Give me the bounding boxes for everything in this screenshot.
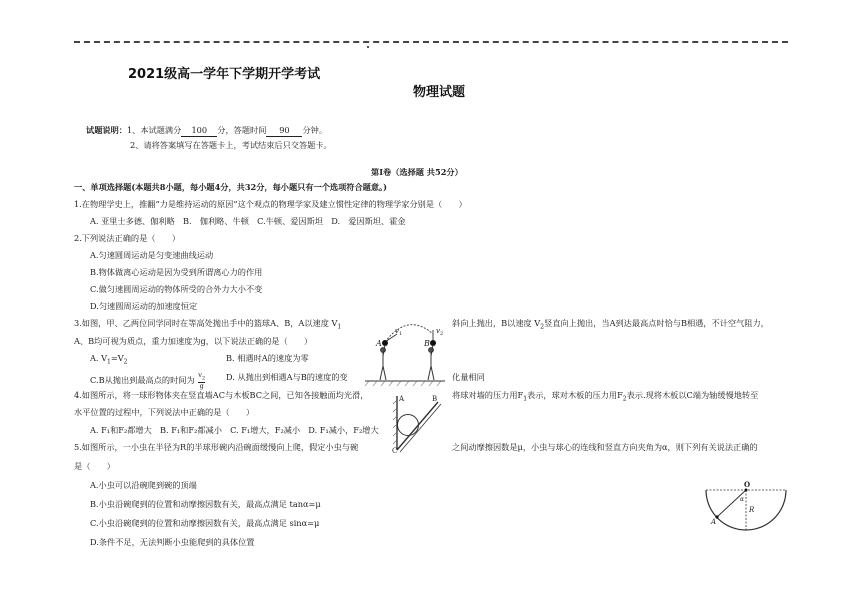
q2-option-d: D.匀速圆周运动的加速度恒定 — [90, 301, 198, 311]
q3-stem-left-text: 3.如图，甲、乙两位同学同时在等高处抛出手中的篮球A、B，A以速度 V — [74, 318, 338, 328]
q3-frac-num-v: v — [198, 371, 202, 379]
q3-option-a-tail: =V — [110, 353, 124, 363]
q3-line2: A、B均可视为质点，重力加速度为g，以下说法正确的是（ ） — [74, 336, 313, 346]
q3-option-a-sub1: 1 — [107, 358, 111, 366]
q3-frac-den: g — [199, 382, 204, 391]
section1-title: 一、单项选择题(本题共8小题，每小题4分，共32分，每小题只有一个选项符合题意。) — [74, 182, 387, 192]
q4-fig-label-b: B — [432, 395, 438, 403]
header-dot — [367, 46, 369, 48]
q4-stem-right-text: 将球对墙的压力用F — [452, 390, 524, 400]
instructions-text-b: 分，答题时间 — [217, 125, 267, 135]
q3-fig-label-v1-sub: 1 — [399, 331, 403, 337]
q4-stem-right — [452, 390, 758, 405]
q5-option-b: B.小虫沿碗爬到的位置和动摩擦因数有关，最高点满足 tanα=μ — [90, 499, 321, 509]
q2-option-a: A.匀速圆周运动是匀变速曲线运动 — [90, 250, 214, 260]
q3-sub2: 2 — [540, 323, 545, 331]
q3-fraction — [198, 372, 205, 390]
q3-fig-label-v2-sub: 2 — [440, 331, 444, 337]
q1-options: A. 亚里士多德、伽利略 B. 伽利略、牛顿 C.牛顿、爱因斯坦 D. 爱因斯坦、霍金 — [90, 216, 406, 226]
q5-fig-label-alpha: α — [740, 496, 745, 503]
full-score-value: 100 — [181, 125, 217, 137]
q3-sub1: 1 — [337, 323, 342, 331]
q3-option-c — [90, 372, 205, 390]
exam-title: 2021级高一学年下学期开学考试 — [128, 67, 321, 82]
q5-stem-left: 5.如图所示，一小虫在半径为R的半球形碗内沿碗面缓慢向上爬，假定小虫与碗 — [74, 442, 359, 452]
q3-fig-label-b: B — [424, 339, 430, 348]
q5-option-d: D.条件不足，无法判断小虫能爬到的具体位置 — [90, 537, 255, 547]
q2-option-c: C.做匀速圆周运动的物体所受的合外力大小不变 — [90, 284, 263, 294]
q2-stem: 2.下列说法正确的是（ ） — [74, 233, 181, 243]
q4-sub2: 2 — [622, 395, 627, 403]
q5-fig-label-r: R — [749, 506, 755, 514]
q3-option-a-sub2: 2 — [123, 358, 128, 366]
q1-stem: 1.在物理学史上，推翻“力是维持运动的原因”这个观点的物理学家及建立惯性定律的物理学家分别是（ ） — [74, 199, 467, 209]
q3-fig-label-a: A — [376, 339, 382, 348]
instructions-label: 试题说明： — [86, 125, 127, 135]
q3-option-c-text: C.B从抛出到最高点的时间为 — [90, 375, 195, 386]
q3-stem-left — [74, 318, 341, 333]
instructions-line1 — [86, 125, 327, 137]
q3-option-d: D. 从抛出到相遇A与B的速度的变 — [226, 372, 348, 382]
q3-option-a — [90, 353, 127, 368]
instructions-line2: 2、请将答案填写在答题卡上，考试结束后只交答题卡。 — [130, 140, 332, 150]
time-value: 90 — [266, 125, 302, 137]
q3-option-d-tail: 化量相同 — [452, 372, 485, 382]
q3-option-b: B. 相遇时A的速度为零 — [226, 353, 309, 363]
q3-frac-num-sub: 2 — [201, 375, 206, 382]
q3-stem-right-text2: 竖直向上抛出，当A到达最高点时恰与B相遇，不计空气阻力， — [544, 318, 769, 328]
q4-sub1: 1 — [523, 395, 528, 403]
q5-option-c: C.小虫沿碗爬到的位置和动摩擦因数有关，最高点满足 sinα=μ — [90, 518, 320, 528]
q4-stem-right-text2: 表示，球对木板的压力用F — [527, 390, 623, 400]
q5-fig-label-a: A — [711, 518, 717, 526]
instructions-text-c: 分钟。 — [302, 125, 328, 135]
q3-fig-label-v1: v — [395, 327, 399, 335]
volume1-title: 第Ⅰ卷（选择题 共52分） — [371, 167, 463, 177]
q3-stem-right — [452, 318, 769, 333]
q3-fig-label-v2: v — [436, 327, 440, 335]
q5-fig-label-o: O — [744, 481, 751, 489]
q5-line2: 是（ ） — [74, 461, 115, 471]
q3-basketball-figure — [363, 320, 447, 388]
q4-fig-label-c: C — [392, 447, 398, 454]
q4-fig-label-a: A — [399, 395, 405, 403]
q4-options: A. F₁和F₂都增大 B. F₁和F₂都减小 C. F₁增大，F₂减小 D. F₁减小，F₂增大 — [90, 425, 379, 435]
q4-stem-left: 4.如图所示，将一球形物体夹在竖直墙AC与木板BC之间，已知各接触面均光滑， — [74, 390, 369, 400]
q4-stem-right-text3: 表示.现将木板以C端为轴缓慢地转至 — [626, 390, 759, 400]
subject-title: 物理试题 — [413, 85, 466, 100]
q5-option-a: A.小虫可以沿碗爬到碗的顶端 — [90, 480, 197, 490]
q2-option-b: B.物体做离心运动是因为受到所谓离心力的作用 — [90, 267, 263, 277]
q4-wall-board-figure — [392, 392, 442, 454]
q5-stem-right: 之间动摩擦因数是μ，小虫与球心的连线和竖直方向夹角为α，则下列有关说法正确的 — [452, 442, 758, 452]
instructions-text-a: 1、本试题满分 — [126, 125, 182, 135]
q4-line2: 水平位置的过程中，下列说法中正确的是（ ） — [74, 407, 255, 417]
q3-option-a-text: A. V — [90, 353, 108, 363]
q5-bowl-figure — [703, 481, 789, 533]
top-dashed-rule — [74, 41, 788, 43]
q3-stem-right-text: 斜向上抛出，B以速度 V — [452, 318, 541, 328]
